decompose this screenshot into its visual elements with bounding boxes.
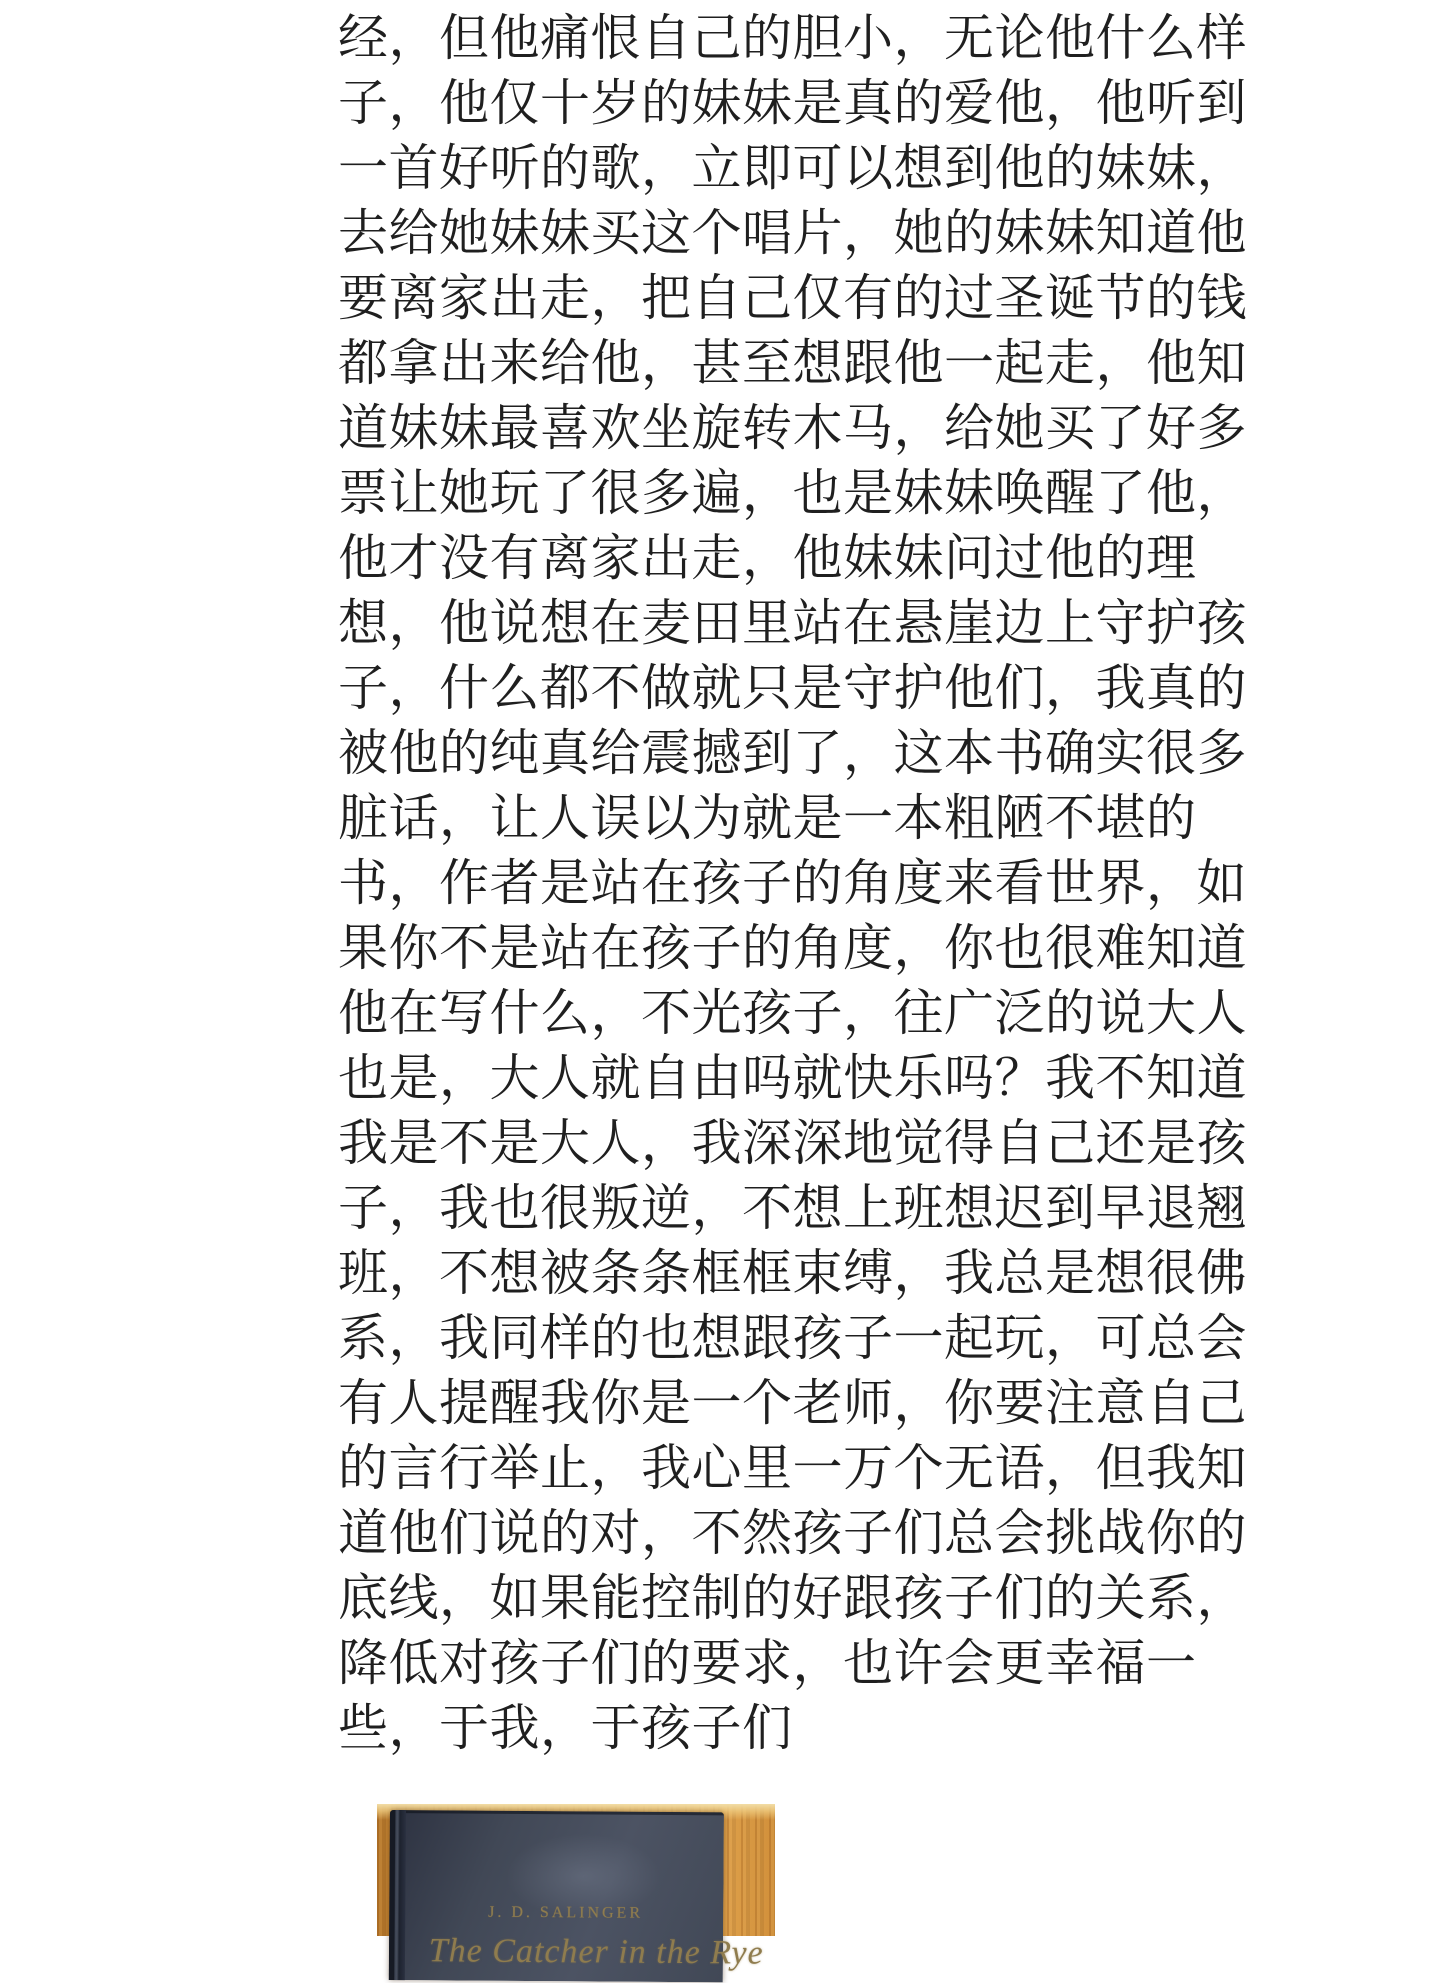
review-text [338,6,1258,1761]
text-line: 脏话，让人误以为就是一本粗陋不堪的 [338,790,1197,846]
text-line: 道妹妹最喜欢坐旋转木马，给她买了好多 [338,400,1247,456]
book-spine [389,1810,406,1980]
text-line: 一首好听的歌，立即可以想到他的妹妹， [338,140,1247,196]
text-line: 他才没有离家出走，他妹妹问过他的理 [338,530,1197,586]
text-line: 子，他仅十岁的妹妹是真的爱他，他听到 [338,75,1247,131]
book-title-partial: The Catcher in the Rye [428,1932,764,1972]
book-cover [389,1810,764,1982]
text-line: 果你不是站在孩子的角度，你也很难知道 [338,920,1247,976]
text-line: 去给她妹妹买这个唱片，她的妹妹知道他 [338,205,1247,261]
text-line: 系，我同样的也想跟孩子一起玩，可总会 [338,1310,1247,1366]
text-line: 也是，大人就自由吗就快乐吗？我不知道 [338,1050,1247,1106]
text-line: 底线，如果能控制的好跟孩子们的关系， [338,1570,1247,1626]
text-line: 他在写什么，不光孩子，往广泛的说大人 [338,985,1247,1041]
text-line: 我是不是大人，我深深地觉得自己还是孩 [338,1115,1247,1171]
text-line: 子，什么都不做就只是守护他们，我真的 [338,660,1247,716]
text-line: 都拿出来给他，甚至想跟他一起走，他知 [338,335,1247,391]
text-line: 些，于我，于孩子们 [338,1700,793,1756]
text-line: 的言行举止，我心里一万个无语，但我知 [338,1440,1247,1496]
text-line: 想，他说想在麦田里站在悬崖边上守护孩 [338,595,1247,651]
text-line: 道他们说的对，不然孩子们总会挑战你的 [338,1505,1247,1561]
book-author-text: J. D. SALINGER [488,1903,644,1922]
text-line: 有人提醒我你是一个老师，你要注意自己 [338,1375,1247,1431]
text-line: 降低对孩子们的要求，也许会更幸福一 [338,1635,1197,1691]
text-line: 经，但他痛恨自己的胆小，无论他什么样 [338,10,1247,66]
book-photo[interactable] [377,1804,775,1972]
text-line: 班，不想被条条框框束缚，我总是想很佛 [338,1245,1247,1301]
text-line: 票让她玩了很多遍，也是妹妹唤醒了他， [338,465,1247,521]
text-line: 书，作者是站在孩子的角度来看世界，如 [338,855,1247,911]
text-line: 子，我也很叛逆，不想上班想迟到早退翘 [338,1180,1247,1236]
text-line: 被他的纯真给震撼到了，这本书确实很多 [338,725,1247,781]
text-line: 要离家出走，把自己仅有的过圣诞节的钱 [338,270,1247,326]
